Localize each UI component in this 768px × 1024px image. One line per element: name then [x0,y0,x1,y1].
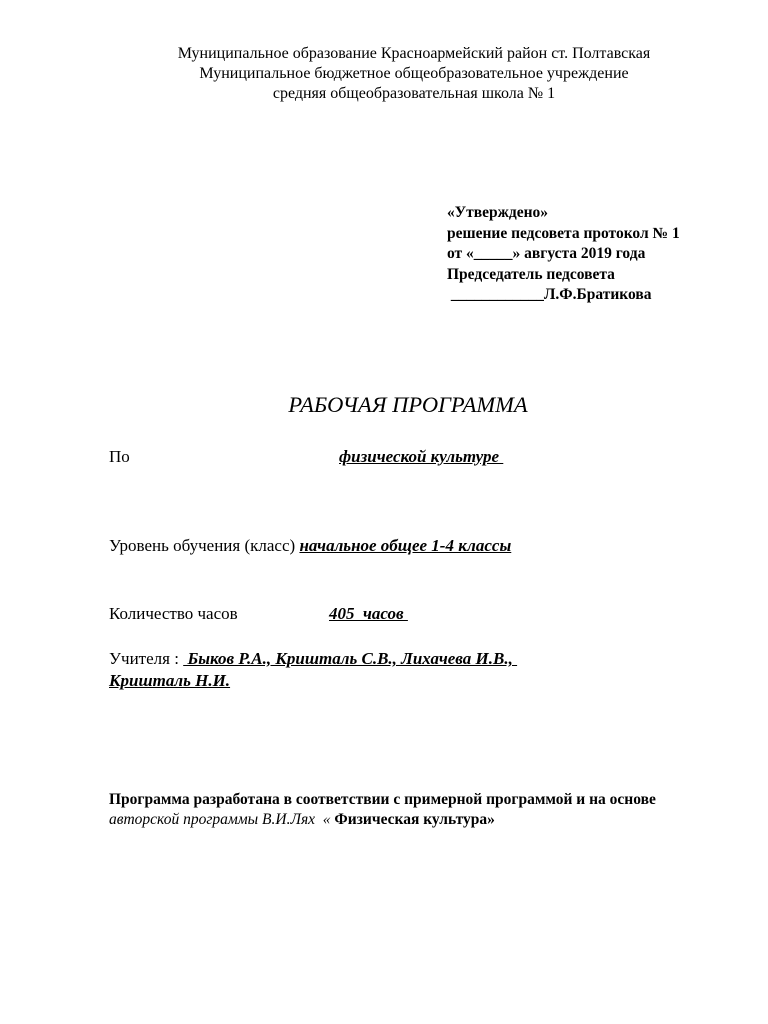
teachers-label: Учителя : [109,649,184,668]
approval-date: от «_____» августа 2019 года [447,245,646,262]
level-label: Уровень обучения (класс) [109,536,300,555]
approval-chair-title: Председатель педсовета [447,265,615,283]
basis-line1: Программа разработана в соответствии с примерной программой и на основе [109,791,656,808]
approval-protocol: решение педсовета протокол № 1 [447,224,680,242]
header-school-name: средняя общеобразовательная школа № 1 [272,85,556,102]
subject-label: По [109,447,130,466]
teachers-value-line1: Быков Р.А., Кришталь С.В., Лихачева И.В., [183,649,518,668]
school-header [0,44,768,104]
teachers-row [109,649,517,669]
approval-block [447,203,680,306]
document-title: РАБОЧАЯ ПРОГРАММА [288,392,528,417]
level-value: начальное общее 1-4 классы [299,536,512,555]
approval-signature: ____________Л.Ф.Братикова [447,286,652,303]
basis-program-title: Физическая культура» [334,810,495,828]
header-institution: Муниципальное бюджетное общеобразовательное учреждение [199,65,629,82]
subject-value: физической культуре [339,447,504,466]
basis-author-program: авторской программы В.И.Лях « [109,810,335,828]
program-basis [109,790,656,829]
level-row [109,536,511,556]
approval-status: «Утверждено» [447,204,548,221]
basis-line2 [109,810,656,830]
header-municipality: Муниципальное образование Красноармейский район ст. Полтавская [177,45,651,62]
teachers-row-2 [109,671,230,691]
hours-value: 405 часов [329,604,408,623]
teachers-value-line2: Кришталь Н.И. [109,671,231,690]
hours-label: Количество часов [109,604,238,623]
